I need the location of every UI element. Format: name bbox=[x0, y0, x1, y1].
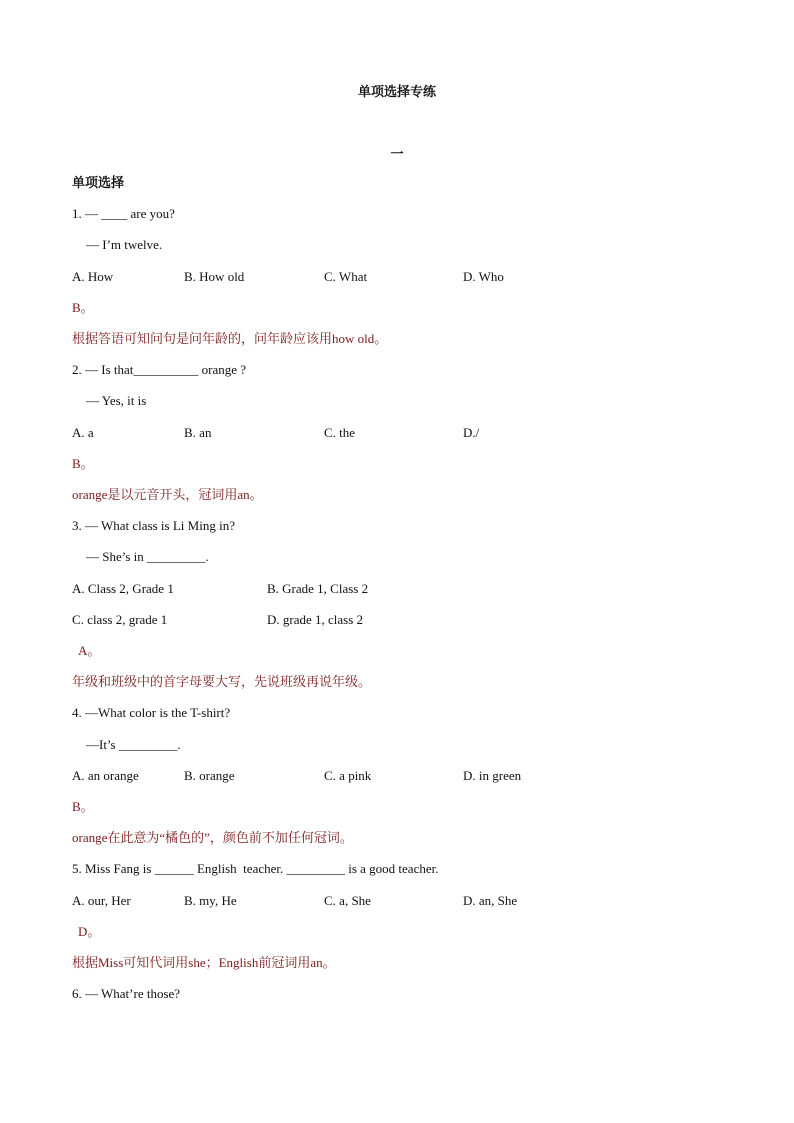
question-3-option-c: C. class 2, grade 1 bbox=[72, 612, 168, 627]
question-2-option-c: C. the bbox=[324, 425, 356, 440]
question-4-answer: B。 bbox=[72, 799, 94, 814]
question-1-option-a: A. How bbox=[72, 269, 114, 284]
question-3-option-a: A. Class 2, Grade 1 bbox=[72, 581, 174, 596]
question-2-option-a: A. a bbox=[72, 425, 94, 440]
question-4-option-c: C. a pink bbox=[324, 768, 372, 783]
question-1-reply: — I’m twelve. bbox=[86, 237, 163, 252]
question-3-reply: — She’s in _________. bbox=[86, 549, 209, 564]
question-4-explanation: orange在此意为“橘色的”，颜色前不加任何冠词。 bbox=[72, 830, 353, 845]
question-4-option-a: A. an orange bbox=[72, 768, 139, 783]
question-1-stem: 1. — ____ are you? bbox=[72, 206, 175, 221]
question-2-explanation: orange是以元音开头，冠词用an。 bbox=[72, 487, 263, 502]
question-5-answer: D。 bbox=[78, 924, 101, 939]
question-5-option-c: C. a, She bbox=[324, 893, 371, 908]
question-5-option-b: B. my, He bbox=[184, 893, 237, 908]
question-4-option-b: B. orange bbox=[184, 768, 235, 783]
question-2-option-b: B. an bbox=[184, 425, 212, 440]
question-5-option-a: A. our, Her bbox=[72, 893, 131, 908]
section-number: 一 bbox=[390, 146, 404, 161]
question-3-option-d: D. grade 1, class 2 bbox=[267, 612, 364, 627]
question-2-stem: 2. — Is that__________ orange ? bbox=[72, 362, 247, 377]
question-1-option-b: B. How old bbox=[184, 269, 245, 284]
question-1-explanation: 根据答语可知问句是问年龄的，问年龄应该用how old。 bbox=[72, 331, 388, 346]
question-3-answer: A。 bbox=[78, 643, 101, 658]
question-5-option-d: D. an, She bbox=[463, 893, 518, 908]
question-4-stem: 4. —What color is the T-shirt? bbox=[72, 705, 231, 720]
question-4-reply: —It’s _________. bbox=[86, 737, 181, 752]
question-4-option-d: D. in green bbox=[463, 768, 522, 783]
question-1-option-c: C. What bbox=[324, 269, 368, 284]
question-3-explanation: 年级和班级中的首字母要大写，先说班级再说年级。 bbox=[72, 674, 372, 689]
question-6-stem: 6. — What’re those? bbox=[72, 986, 181, 1001]
document-title: 单项选择专练 bbox=[357, 84, 436, 99]
question-1-option-d: D. Who bbox=[463, 269, 504, 284]
question-3-option-b: B. Grade 1, Class 2 bbox=[267, 581, 369, 596]
question-2-option-d: D./ bbox=[463, 425, 480, 440]
section-heading: 单项选择 bbox=[72, 175, 125, 190]
question-3-stem: 3. — What class is Li Ming in? bbox=[72, 518, 235, 533]
question-2-reply: — Yes, it is bbox=[86, 393, 147, 408]
question-5-stem: 5. Miss Fang is ______ English teacher. _________ is a good teacher. bbox=[72, 861, 439, 876]
question-1-answer: B。 bbox=[72, 300, 94, 315]
question-5-explanation: 根据Miss可知代词用she；English前冠词用an。 bbox=[72, 955, 336, 970]
question-2-answer: B。 bbox=[72, 456, 94, 471]
